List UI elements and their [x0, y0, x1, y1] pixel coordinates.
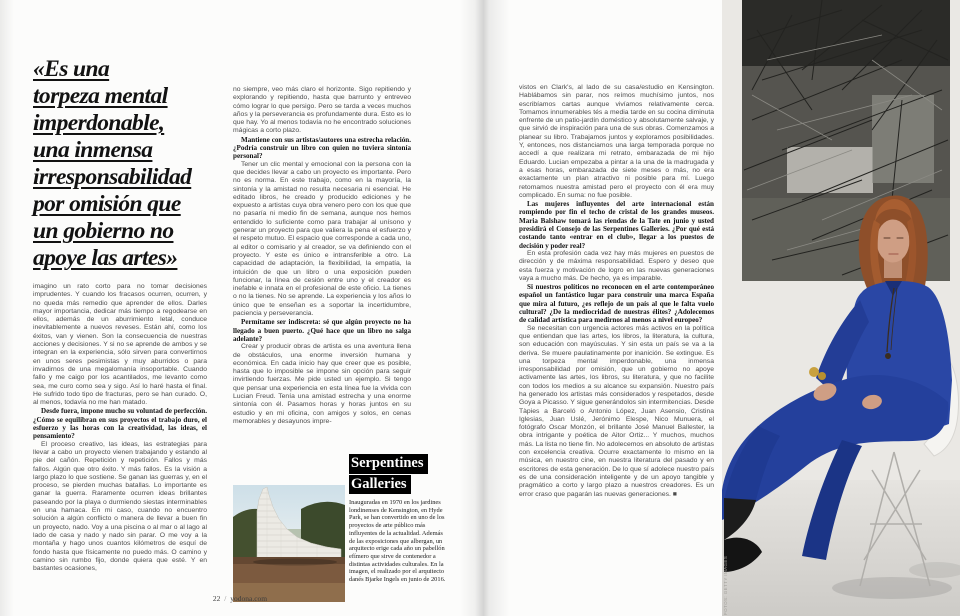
- sidebar-title: [349, 454, 448, 495]
- sidebar-title-line1: Serpentines: [349, 454, 428, 474]
- article-column-right: [519, 84, 714, 562]
- page-footer: [160, 594, 320, 603]
- quote-line: imperdonable,: [33, 110, 165, 136]
- paragraph: imagino un rato corto para no tomar decisiones imprudentes. Y cuando los fracasos ocurren, ocurren, y no queda más remedio que aprender de ellos. Darles mayor importancia, dedicar más tiempo a regodearse en ellos, además de un aburrimiento letal, conduce inevitablemente a nuevos reveses. Están ahí, como los éxitos, van y vienen. Son la consecuencia de nuestras acciones y decisiones. Y si no se aprende de ambos y se integran en la experiencia, sólo sirven para convertirnos en unos seres pesimistas y muy aburridos o para invadirnos de una megalomanía insoportable. Cuando fallo y me caigo por los acantilados, me levanto como sea, me curo como sea y sigo. Así lo haré hasta el final. He sufrido todo tipo de fracturas, pero se han curado. O, al menos, todavía no me han matado.: [33, 283, 207, 407]
- sidebar-title-line2: Galleries: [349, 475, 411, 495]
- sidebar-caption: Inauguradas en 1970 en los jardines londinenses de Kensington, en Hyde Park, se han convertido en uno de los proyectos de arte público más influyentes de la actualidad. Además de las exposiciones que albergan, un arquitecto erige cada año un pabellón efímero que sirve de contenedor a distintas actividades culturales. En la imagen, el realizado por el arquitecto danés Bjarke Ingels en junio de 2016.: [349, 499, 446, 584]
- quote-line: torpeza mental: [33, 83, 168, 109]
- portrait-illustration: [722, 0, 960, 616]
- paragraph: no siempre, veo más claro el horizonte. Sigo repitiendo y explorando y repitiendo, hasta que barrunto y entreveo cómo lograr lo que persigo. Pero se tarda a veces muchos años y la perseverancia es profundamente dura. Esto es lo que hay. Yo al menos todavía no he encontrado soluciones mágicas a corto plazo.: [233, 86, 411, 135]
- quote-line: apoye las artes»: [33, 245, 178, 271]
- paragraph: Las mujeres influyentes del arte internacional están rompiendo por fin el techo de cristal de los grandes museos. Maria Balshaw tomará las riendas de la Tate en junio y usted presidirá el Consejo de las Serpentines Galleries. ¿Por qué está costando tanto «entrar en el club», llegar a los puestos de decisión y poder real?: [519, 200, 714, 250]
- spread-gutter-shadow: [460, 0, 510, 616]
- quote-line: una inmensa: [33, 137, 153, 163]
- quote-line: un gobierno no: [33, 218, 174, 244]
- page-edge-shadow: [0, 0, 14, 616]
- sidebar-serpentines: [349, 454, 448, 584]
- quote-line: por omisión que: [33, 191, 181, 217]
- paragraph: Mantiene con sus artistas/autores una estrecha relación. ¿Podría construir un libro con quien no tuviera sintonía personal?: [233, 135, 411, 161]
- paragraph: Si nuestros políticos no reconocen en el arte contemporáneo español un fantástico lugar para construir una marca España que mira al futuro, ¿es reflejo de un país al que le falta vuelo cultural? ¿De la mediocridad de nuestras élites? ¿Adolecemos de calidad artística para medirnos al menos a nivel europeo?: [519, 283, 714, 325]
- paragraph: Tener un clic mental y emocional con la persona con la que decides llevar a cabo un proyecto es importante. Pero no es norma. En este trabajo, como en la mayoría, la sintonía y la amistad no resulta necesaria ni esencial. He editado libros, he creado y producido ediciones y he expuesto a artistas cuya obra venero pero con los que que no pasaría ni medio fin de semana, aunque nos hemos entendido lo suficiente como para trabajar al unísono y generar un proyecto para que valiera la pena el esfuerzo y el respeto mutuo. El espacio que corresponde a cada uno, al editor o comisario y al creador, se va definiendo con el proyecto. Y este es único e intransferible a otro. La capacidad de adaptación, la flexibilidad, la empatía, la intuición de que un libro o una exposición pueden funcionar, la línea de cesión entre uno y el creador es inefable e innata en el profesional de este oficio. La tienes o no la tienes. No se aprende. La experiencia y los años lo único que te enseñan es a soportar la incertidumbre, paciencia y perseverancia.: [233, 160, 411, 318]
- paragraph: En esta profesión cada vez hay más mujeres en puestos de dirección y de máxima responsabilidad. Espero y deseo que esta fuerza y motivación de logro en las nuevas generaciones vaya a mucho más. De hecho, ya es imparable.: [519, 249, 714, 282]
- site-name: yodona.com: [230, 594, 268, 603]
- quote-line: irresponsabilidad: [33, 164, 192, 190]
- portrait-photo: [722, 0, 960, 616]
- pavilion-illustration: [233, 485, 345, 602]
- paragraph: vistos en Clark's, al lado de su casa/estudio en Kensington. Hablábamos sin parar, nos reímos muchísimo juntos, nos escribíamos cartas aunque vivíamos relativamente cerca. Tomamos innumerables tés a media tarde en su cocina diminuta enfrente de un patio-jardín doméstico y absolutamente salvaje, y que sirvió de inspiración para una de sus obras. Comenzamos a planear su libro. Trabajamos juntos y exploramos posibilidades. Y, entonces, nos distanciamos una larga temporada porque no accedí a que realizara mi retrato, embarazada de mi hijo Eduardo. Lucian empezaba a pintar a la una de la madrugada y a esas horas, embarazada de siete meses o más, no era exactamente un plan atractivo ni posible para mí. Luego retomamos nuestra amistad pero el proyecto con él era muy complicado. En suma: no fue posible.: [519, 84, 714, 199]
- paragraph: Desde fuera, impone mucho su voluntad de perfección. ¿Cómo se equilibran en sus proyectos el trabajo duro, el esfuerzo y las horas con la creatividad, las ideas, el pensamiento?: [33, 407, 207, 441]
- photo-credit: FOTOS: GETTY IMAGES: [723, 555, 728, 615]
- article-column-1: [33, 283, 207, 575]
- quote-line: «Es una: [33, 56, 110, 82]
- paragraph: Se necesitan con urgencia actores más activos en la política que entiendan que las artes, los libros, la literatura, la cultura, son educación con mayúsculas. Y sin esta un país se va a la deriva. Se muere paulatinamente por inanición. Se extingue. Es una torpeza mental imperdonable, una inmensa irresponsabilidad por omisión, que un gobierno no apoye activamente las artes, los libros, su literatura, y que no facilite con todos los medios a su alcance su expansión. Nuestro país ha generado los artistas más considerados y respetados, desde Goya a Picasso. Y sigue generándolos sin intermitencias. Desde Tàpies a Barceló o Antonio López, Juan Asensio, Cristina Iglesias, Juan Uslé, Jerónimo Elespe, Nico Munuera, el fotógrafo Oscar Monzón, el brillante José Manuel Ballester, la obra intrigante y poética de Aitor Ortiz... Y muchos, muchos más. La lista no tiene fin. No adolecemos en absoluto de artistas con excelencia creativa. Ocurre exactamente lo mismo en la música, en nuestro cine, en nuestra literatura del pasado y en escritores de esta generación. De lo que sí adolece nuestro país es de una consideración inteligente y de un apoyo tangible y pragmático a corto y largo plazo a nuestros creadores. Es un error craso que pagarán las nuevas generaciones. ■: [519, 324, 714, 498]
- paragraph: Permítame ser indiscreta: sé que algún proyecto no ha llegado a buen puerto. ¿Qué hace que un libro no salga adelante?: [233, 318, 411, 343]
- footer-separator: /: [224, 594, 227, 603]
- paragraph: Crear y producir obras de artista es una aventura llena de obstáculos, una enorme inversión humana y económica. En cada inicio hay que creer que es posible, hasta que lo imposible se impone sin opción para seguir invirtiendo fuerzas. Me pide usted un ejemplo. Si tengo que pensar una experiencia en esta línea fue la vivida con Lucian Freud. Tenía una amistad estrecha y una enorme sintonía con él. Pasamos horas y horas juntos en su estudio y en mi oficina, con amigos y solos, en cenas memorables y desayunos impre-: [233, 343, 411, 425]
- pull-quote: [33, 56, 238, 272]
- page-number: 22: [212, 594, 221, 603]
- serpentine-pavilion-photo: [233, 485, 345, 602]
- article-column-2: [233, 86, 411, 450]
- paragraph: El proceso creativo, las ideas, las estrategias para llevar a cabo un proyecto vienen trabajando y estando al pie del cañón. Repetición y repetición. Fallos y más fallos. Algún que otro éxito. Y más fallos. Es la visión a largo plazo lo que sostiene. Se ganan las guerras y, en el proceso, se pierden muchas batallas. Lo importante es ganar la guerra. Raramente ocurren ideas brillantes paseando por la playa o durmiendo siestas interminables en una hamaca. En mi caso, cuando no encuentro solución a algún conflicto o manera de llevar a buen fin un proyecto, nado. Voy a una piscina o al mar o al lago al lado de casa y nado y nado sin parar. O me voy a la montaña y hago unos cuantos kilómetros de esquí de fondo hasta que físicamente no puedo más. O camino y camino sin rumbo fijo, donde quiera que esté. Y en bastantes ocasiones,: [33, 440, 207, 573]
